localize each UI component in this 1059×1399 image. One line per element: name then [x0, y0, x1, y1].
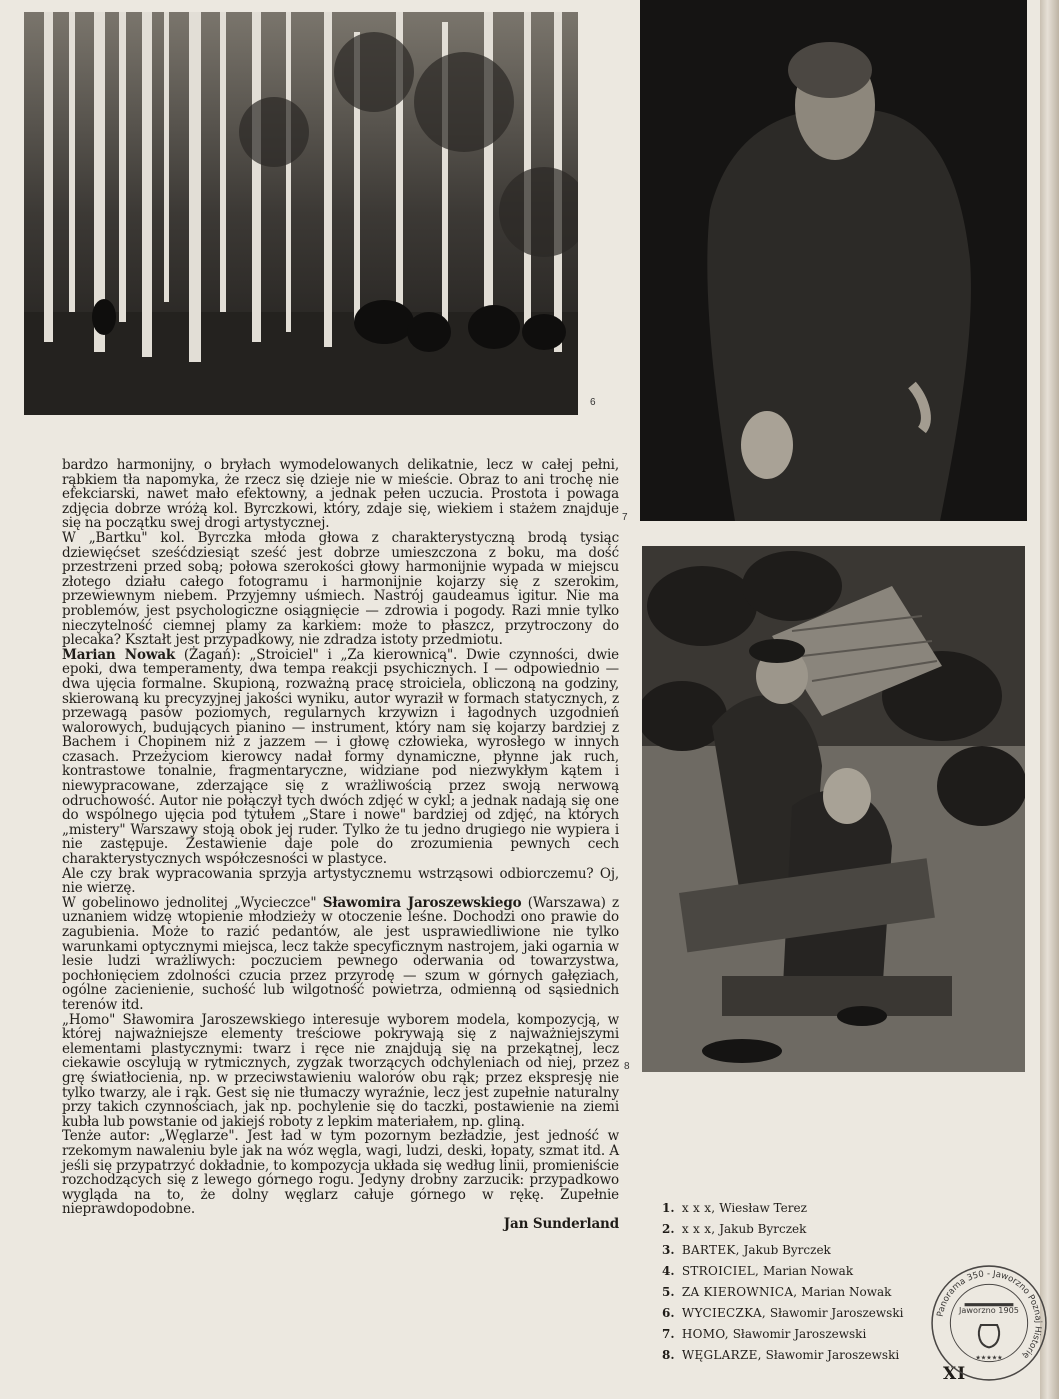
caption-item — [662, 1198, 962, 1219]
page-number: XI — [943, 1364, 967, 1384]
caption-item — [662, 1261, 962, 1282]
figure-number-8: 8 — [624, 1061, 630, 1072]
paragraph-7: Tenże autor: „Węglarze". Jest ład w tym pozornym bezładzie, jest jedność w rzekomym nawaleniu byle jak na wóz węgla, wagi, ludzi, deski, łopaty, szmat itd. A jeśli się przypatrzyć dokładnie, to kompozycja układa się według linii, promieniście rozchodzących się z lewego górnego rogu. Jedyny drobny zarzucik: przypadkowo wygląda na to, że dolny węglarz całuje górnego w rękę. Zupełnie nieprawdopodobne. — [62, 1128, 619, 1218]
caption-title: WYCIECZKA, — [681, 1306, 767, 1320]
caption-author: Sławomir Jaroszewski — [765, 1348, 900, 1362]
caption-author: Wiesław Terez — [719, 1201, 807, 1215]
caption-number: 7. — [662, 1327, 675, 1341]
caption-title: HOMO, — [681, 1327, 729, 1341]
stamp-seal-icon — [928, 1262, 1050, 1384]
caption-title: ZA KIEROWNICA, — [681, 1285, 798, 1299]
figure-number-7: 7 — [622, 512, 628, 523]
caption-number: 8. — [662, 1348, 675, 1362]
figure-number-6: 6 — [590, 397, 596, 408]
paragraph-2: W „Bartku" kol. Byrczka młoda głowa z charakterystyczną brodą tysiąc dziewięćset sześćdziesiąt sześć jest dobrze umieszczona z boku, ma dość przestrzeni przed sobą; połowa szerokości głowy harmonijnie wypada w miejscu złotego działu całego fotogramu i harmonijnie kojarzy się z szerokim, przewiewnym niebem. Przyjemny uśmiech. Nastrój gaudeamus igitur. Nie ma problemów, jest psychologiczne osiągnięcie — zdrowia i pogody. Razi mnie tylko nieczytelność ciemnej plamy za karkiem: może to płaszcz, przytroczony do plecaka? Kształt jest przypadkowy, nie zdradza istoty przedmiotu. — [62, 529, 619, 649]
caption-author: Jakub Byrczek — [743, 1243, 831, 1257]
caption-item — [662, 1345, 962, 1366]
paragraph-6: „Homo" Sławomira Jaroszewskiego interesuje wyborem modela, kompozycją, w której najważniejsze elementy treściowe pokrywają się z najważniejszymi elementami plastycznymi: twarz i ręce nie znajdują się na przekątnej, lecz ciekawie oscylują w rytmicznych, zygzak tworzących odchyleniach od niej, przez grę światłocienia, np. w przeciwstawieniu walorów obu rąk; przez ekspresję nie tylko twarzy, ale i rąk. Gest się nie tłumaczy wyraźnie, lecz jest zupełnie naturalny przy takich czynnościach, jak np. pochylenie się do taczki, postawienie na ziemi kubła lub powstanie od jakiejś roboty z lepkim materiałem, np. gliną. — [62, 1011, 619, 1130]
page-edge — [1040, 0, 1059, 1399]
photo-homo-man — [640, 0, 1027, 521]
paragraph-4: Ale czy brak wypracowania sprzyja artystycznemu wstrząsowi odbiorczemu? Oj, nie wierzę. — [62, 865, 619, 897]
photo-coal-workers — [642, 546, 1025, 1072]
caption-item — [662, 1282, 962, 1303]
svg-text:★★★★★: ★★★★★ — [975, 1354, 1003, 1362]
caption-author: Marian Nowak — [801, 1285, 892, 1299]
paragraph-5 — [62, 896, 619, 1013]
birch-forest-image — [24, 12, 578, 415]
watermark-stamp — [928, 1262, 1050, 1384]
paragraph-5-text: (Warszawa) z uznaniem widzę wtopienie młodzieży w otoczenie leśne. Dochodzi ono prawie do zagubienia. Może to razić pedantów, ale jest usprawiedliwione nie tylko warunkami optycznymi miejsca, lecz także specyficznym nastrojem, jaki ogarnia w lesie ludzi wrażliwych: poczuciem pewnego oderwania od towarzystwa, pochłonięciem zdolności czucia przez przyrodę — szum w górnych gałęziach, ogólne zacienienie, suchość lub wilgotność powietrza, odmienną od sąsiednich terenów itd. — [62, 894, 620, 1013]
homo-man-image — [640, 0, 1027, 521]
caption-number: 5. — [662, 1285, 675, 1299]
paragraph-1: bardzo harmonijny, o bryłach wymodelowanych delikatnie, lecz w całej pełni, rąbkiem tła napomyka, że rzecz się dzieje nie w mieście. Obraz to ani trochę nie efekciarski, nawet mało efektowny, a jednak pełen uczucia. Prostota i powaga zdjęcia dobrze wróżą kol. Byrczkowi, który, zdaje się, wiekiem i stażem znajduje się na początku swej drogi artystycznej. — [62, 457, 619, 532]
article-body — [62, 458, 619, 1231]
caption-number: 3. — [662, 1243, 675, 1257]
caption-number: 6. — [662, 1306, 675, 1320]
caption-item — [662, 1303, 962, 1324]
caption-number: 2. — [662, 1222, 675, 1236]
caption-number: 4. — [662, 1264, 675, 1278]
name-jaroszewski: Sławomira Jaroszewskiego — [322, 894, 522, 911]
caption-title: x x x, — [681, 1201, 716, 1215]
photo-captions-list — [662, 1198, 962, 1366]
caption-author: Jakub Byrczek — [719, 1222, 807, 1236]
photo-birch-forest — [24, 12, 578, 415]
caption-title: x x x, — [681, 1222, 716, 1236]
caption-item — [662, 1219, 962, 1240]
coal-workers-image — [642, 546, 1025, 1072]
paragraph-3 — [62, 648, 619, 867]
caption-title: STROICIEL, — [681, 1264, 760, 1278]
caption-item — [662, 1324, 962, 1345]
caption-title: WĘGLARZE, — [681, 1348, 762, 1362]
caption-author: Sławomir Jaroszewski — [732, 1327, 867, 1341]
caption-title: BARTEK, — [681, 1243, 740, 1257]
caption-author: Sławomir Jaroszewski — [769, 1306, 904, 1320]
caption-item — [662, 1240, 962, 1261]
caption-number: 1. — [662, 1201, 675, 1215]
svg-text:Jaworzno 1905: Jaworzno 1905 — [959, 1304, 1019, 1315]
paragraph-3-text: (Żagań): „Stroiciel" i „Za kierownicą". Dwie czynności, dwie epoki, dwa temperamenty, dwa tempa reakcji psychicznych. I — odpowiednio — dwa ujęcia formalne. Skupioną, rozważną pracę stroiciela, obliczoną na godziny, skierowaną ku precyzyjnej jakości wyniku, autor wyraził w formach statycznych, z przewagą pasów poziomych, regularnych krzywizn i łagodnych uzgodnień walorowych, budujących pianino — instrument, który nam się kojarzy bardziej z Bachem i Chopinem niż z jazzem — i głowę człowieka, wyrosłego w innych czasach. Przeżyciom kierowcy nadał formy dynamiczne, płynne jak ruch, kontrastowe tonalnie, fragmentaryczne, widziane pod niezwykłym kątem i niewypracowane, zderzające się z wrażliwością przez swoją nerwową odruchowość. Autor nie połączył tych dwóch zdjęć w cykl; a jednak nadają się one do wspólnego ujęcia pod tytułem „Stare i nowe" bardziej od zdjęć, na których „mistery" Warszawy stoją obok jej ruder. Tylko że tu jedno drugiego nie wypiera i nie zastępuje. Zestawienie daje pole do zrozumienia pewnych cech charakterystycznych współczesności w plastyce. — [62, 646, 619, 868]
svg-text:Panorama 350 - Jaworzno Poznaj: Panorama 350 - Jaworzno Poznaj Historię — [935, 1269, 1043, 1361]
name-marian-nowak: Marian Nowak — [62, 646, 176, 663]
paragraph-5-lead: W gobelinowo jednolitej „Wycieczce" — [62, 894, 323, 911]
article-author: Jan Sunderland — [503, 1215, 619, 1232]
caption-author: Marian Nowak — [762, 1264, 854, 1278]
